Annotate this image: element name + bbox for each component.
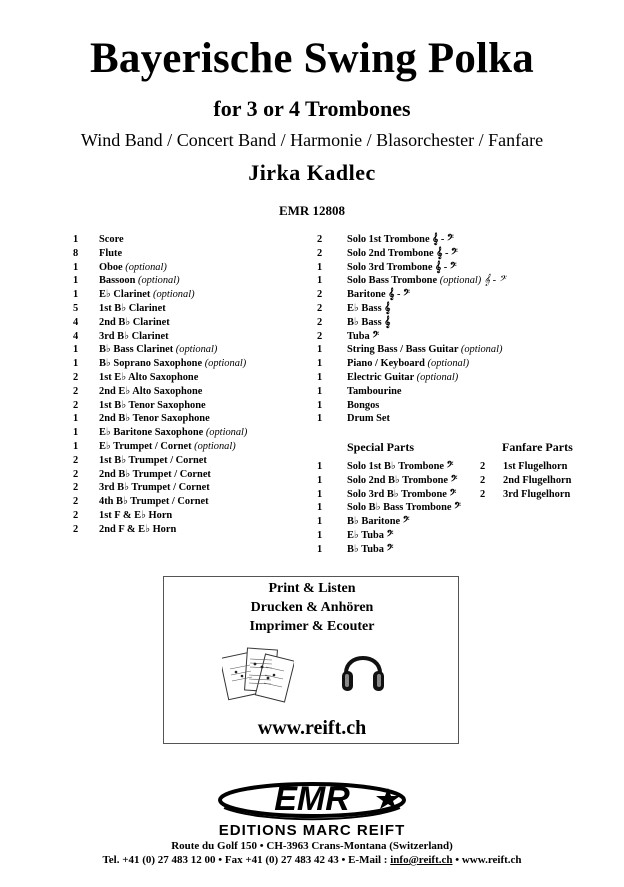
part-label: Baritone 𝄞 - 𝄢 xyxy=(347,289,410,301)
part-row xyxy=(317,412,537,426)
part-quantity: 1 xyxy=(317,516,323,528)
part-label: 3rd B♭ Clarinet xyxy=(99,330,169,342)
part-quantity: 2 xyxy=(73,496,79,508)
part-row xyxy=(480,460,620,474)
part-label: 1st F & E♭ Horn xyxy=(99,509,173,521)
part-quantity: 1 xyxy=(317,399,323,411)
part-label: Piano / Keyboard xyxy=(347,358,425,370)
part-row xyxy=(480,474,620,488)
part-label: 2nd E♭ Alto Saxophone xyxy=(99,385,203,397)
part-label: E♭ Tuba 𝄢 xyxy=(347,529,394,541)
part-name xyxy=(347,357,469,371)
part-quantity: 1 xyxy=(73,358,79,370)
part-label: 3rd B♭ Trumpet / Cornet xyxy=(99,482,210,494)
part-label: 1st E♭ Alto Saxophone xyxy=(99,371,199,383)
part-label: B♭ Soprano Saxophone xyxy=(99,358,203,370)
part-label: Solo 3rd B♭ Trombone 𝄢 xyxy=(347,488,457,500)
part-name xyxy=(99,274,180,288)
part-row xyxy=(73,302,313,316)
part-note: (optional) xyxy=(460,344,503,356)
part-row xyxy=(73,440,313,454)
part-label: Bongos xyxy=(347,399,380,411)
email-link[interactable]: info@reift.ch xyxy=(390,854,453,866)
part-label: B♭ Tuba 𝄢 xyxy=(347,543,394,555)
part-quantity: 1 xyxy=(73,413,79,425)
part-name xyxy=(99,495,209,509)
part-row xyxy=(317,261,537,275)
part-quantity: 1 xyxy=(317,261,323,273)
part-label: Solo 1st Trombone 𝄞 - 𝄢 xyxy=(347,234,454,245)
parts-list-main xyxy=(73,233,313,537)
part-name xyxy=(99,302,166,316)
part-name xyxy=(99,399,206,413)
part-row xyxy=(317,385,537,399)
part-row xyxy=(73,233,313,247)
part-label: Solo 2nd Trombone 𝄞 - 𝄢 xyxy=(347,247,458,259)
part-label: Tuba 𝄢 xyxy=(347,330,380,342)
part-quantity: 4 xyxy=(73,330,79,342)
part-row xyxy=(73,371,313,385)
part-quantity: 1 xyxy=(317,413,323,425)
part-name xyxy=(99,509,172,523)
part-row xyxy=(73,343,313,357)
part-name xyxy=(347,247,458,261)
piece-title: Bayerische Swing Polka xyxy=(90,35,534,82)
composer-name: Jirka Kadlec xyxy=(248,160,376,185)
part-name xyxy=(503,474,571,488)
contact-phone-fax: Tel. +41 (0) 27 483 12 00 • Fax +41 (0) 27 483 42 43 • E-Mail : xyxy=(102,854,391,866)
part-note: (optional) xyxy=(175,344,218,356)
part-quantity: 2 xyxy=(317,302,323,314)
part-name xyxy=(99,481,210,495)
part-name xyxy=(347,330,379,344)
part-quantity: 5 xyxy=(73,302,79,314)
part-quantity: 2 xyxy=(73,385,79,397)
part-label: 1st B♭ Trumpet / Cornet xyxy=(99,454,207,466)
part-row xyxy=(317,247,537,261)
part-label: B♭ Baritone 𝄢 xyxy=(347,516,410,528)
part-quantity: 2 xyxy=(480,488,486,500)
part-name xyxy=(347,515,409,529)
part-note: (optional) xyxy=(194,440,236,452)
part-row xyxy=(73,399,313,413)
part-quantity: 1 xyxy=(317,461,323,472)
part-name xyxy=(99,385,202,399)
part-note: (optional) xyxy=(125,261,167,273)
part-quantity: 1 xyxy=(317,543,323,555)
part-row xyxy=(317,288,537,302)
part-note: (optional) xyxy=(205,427,248,439)
part-row xyxy=(73,261,313,275)
part-label: Electric Guitar xyxy=(347,371,415,383)
part-quantity: 2 xyxy=(317,234,323,245)
part-row xyxy=(73,274,313,288)
part-quantity: 2 xyxy=(317,316,323,328)
part-label: E♭ Bass 𝄞 xyxy=(347,302,391,314)
part-label: 1st Flugelhorn xyxy=(503,461,568,472)
part-row xyxy=(317,330,537,344)
part-row xyxy=(317,316,537,330)
part-name xyxy=(347,529,393,543)
part-quantity: 1 xyxy=(73,275,79,287)
part-quantity: 2 xyxy=(73,523,79,535)
part-name xyxy=(99,343,217,357)
part-name xyxy=(347,261,457,275)
part-quantity: 2 xyxy=(73,371,79,383)
part-name xyxy=(347,274,505,288)
part-name xyxy=(99,261,167,275)
part-quantity: 8 xyxy=(73,247,79,259)
part-name xyxy=(99,371,198,385)
part-quantity: 1 xyxy=(317,529,323,541)
part-row xyxy=(73,426,313,440)
part-label: B♭ Bass Clarinet xyxy=(99,344,174,356)
publisher-address: Route du Golf 150 • CH-3963 Crans-Montana (Switzerland) xyxy=(171,840,453,852)
print-listen-en: Print & Listen xyxy=(268,581,356,596)
part-label: 2nd F & E♭ Horn xyxy=(99,523,177,535)
part-quantity: 2 xyxy=(317,330,323,342)
part-label: B♭ Bass 𝄞 xyxy=(347,316,391,328)
headphones-icon xyxy=(340,643,386,695)
part-quantity: 2 xyxy=(73,509,79,521)
part-name xyxy=(99,468,211,482)
part-note: (optional) xyxy=(427,358,470,370)
part-quantity: 1 xyxy=(317,502,323,514)
part-row xyxy=(317,233,537,247)
part-name xyxy=(503,488,570,502)
part-quantity: 2 xyxy=(480,461,486,472)
part-quantity: 1 xyxy=(317,344,323,356)
part-quantity: 1 xyxy=(317,474,323,486)
part-label: Solo 3rd Trombone 𝄞 - 𝄢 xyxy=(347,261,457,273)
emr-logo-text: EMR xyxy=(274,780,350,818)
part-row xyxy=(73,288,313,302)
part-quantity: 1 xyxy=(73,427,79,439)
part-label: Solo B♭ Bass Trombone 𝄢 xyxy=(347,502,461,514)
part-quantity: 2 xyxy=(73,468,79,480)
fanfare-parts-heading: Fanfare Parts xyxy=(502,440,573,454)
part-row xyxy=(317,501,517,515)
part-row xyxy=(73,509,313,523)
part-name xyxy=(347,399,379,413)
part-name xyxy=(99,357,246,371)
part-label: Bassoon xyxy=(99,275,136,287)
part-row xyxy=(73,316,313,330)
part-quantity: 2 xyxy=(317,289,323,301)
parts-list-brass-rhythm xyxy=(317,233,537,426)
part-name xyxy=(99,233,124,247)
part-name xyxy=(347,343,502,357)
part-quantity: 2 xyxy=(73,482,79,494)
part-label: Drum Set xyxy=(347,413,390,425)
fanfare-parts-list xyxy=(480,460,620,501)
part-label: Oboe xyxy=(99,261,123,273)
part-quantity: 2 xyxy=(73,399,79,411)
part-quantity: 1 xyxy=(317,371,323,383)
part-name xyxy=(347,288,410,302)
part-name xyxy=(347,385,401,399)
part-row xyxy=(73,454,313,468)
part-label: Tambourine xyxy=(347,385,402,397)
part-name xyxy=(99,426,247,440)
part-row xyxy=(73,481,313,495)
part-label: 2nd B♭ Clarinet xyxy=(99,316,170,328)
sheet-music-icon xyxy=(222,645,294,705)
part-row xyxy=(73,247,313,261)
part-quantity: 1 xyxy=(73,261,79,273)
part-label: 2nd B♭ Trumpet / Cornet xyxy=(99,468,211,480)
part-row xyxy=(317,274,537,288)
part-name xyxy=(99,330,169,344)
part-quantity: 1 xyxy=(73,344,79,356)
part-row xyxy=(73,357,313,371)
part-name xyxy=(347,501,461,515)
part-note: (optional) xyxy=(152,289,195,301)
part-label: 2nd B♭ Tenor Saxophone xyxy=(99,413,210,425)
part-row xyxy=(73,495,313,509)
part-row xyxy=(73,330,313,344)
part-row xyxy=(317,343,537,357)
part-quantity: 1 xyxy=(317,385,323,397)
part-label: 2nd Flugelhorn xyxy=(503,474,572,486)
part-row xyxy=(317,357,537,371)
part-quantity: 1 xyxy=(73,289,79,301)
part-label: Solo Bass Trombone xyxy=(347,275,438,287)
part-row xyxy=(73,468,313,482)
part-label: Flute xyxy=(99,247,123,259)
instrumentation-subtitle: for 3 or 4 Trombones xyxy=(213,96,411,121)
part-label: 1st B♭ Clarinet xyxy=(99,302,166,314)
band-types: Wind Band / Concert Band / Harmonie / Blasorchester / Fanfare xyxy=(80,130,544,150)
part-name xyxy=(347,460,453,474)
part-name xyxy=(99,316,170,330)
part-label: E♭ Trumpet / Cornet xyxy=(99,440,192,452)
part-row xyxy=(317,543,517,557)
part-label: E♭ Clarinet xyxy=(99,289,151,301)
part-label: 4th B♭ Trumpet / Cornet xyxy=(99,496,209,508)
part-name xyxy=(347,488,456,502)
part-name xyxy=(99,288,195,302)
publisher-name: EDITIONS MARC REIFT xyxy=(218,822,406,839)
part-row xyxy=(73,412,313,426)
print-listen-box[interactable] xyxy=(163,576,459,744)
part-name xyxy=(347,302,390,316)
special-parts-heading: Special Parts xyxy=(347,440,414,454)
part-row xyxy=(480,488,620,502)
part-quantity: 2 xyxy=(480,474,486,486)
part-row xyxy=(317,515,517,529)
contact-web: • www.reift.ch xyxy=(452,854,522,866)
part-quantity: 2 xyxy=(317,247,323,259)
part-row xyxy=(317,529,517,543)
part-quantity: 1 xyxy=(317,488,323,500)
part-row xyxy=(73,523,313,537)
part-quantity: 4 xyxy=(73,316,79,328)
part-row xyxy=(317,302,537,316)
part-name xyxy=(99,523,176,537)
website-link[interactable]: www.reift.ch xyxy=(257,717,367,739)
part-name xyxy=(347,412,390,426)
catalog-number: EMR 12808 xyxy=(278,203,346,218)
part-name xyxy=(99,440,236,454)
part-label: Solo 1st B♭ Trombone 𝄢 xyxy=(347,461,454,472)
part-name xyxy=(503,460,567,474)
publisher-contact xyxy=(0,854,624,866)
part-note: (optional) xyxy=(138,275,180,287)
part-note: (optional) 𝄞 - 𝄢 xyxy=(439,275,506,287)
part-quantity: 2 xyxy=(73,454,79,466)
part-quantity: 1 xyxy=(317,358,323,370)
part-row xyxy=(317,371,537,385)
part-label: Solo 2nd B♭ Trombone 𝄢 xyxy=(347,474,458,486)
part-name xyxy=(99,454,207,468)
part-name xyxy=(347,474,457,488)
part-label: 1st B♭ Tenor Saxophone xyxy=(99,399,206,411)
part-quantity: 1 xyxy=(73,234,79,245)
part-row xyxy=(317,399,537,413)
part-name xyxy=(99,247,122,261)
part-label: String Bass / Bass Guitar xyxy=(347,344,459,356)
part-name xyxy=(347,371,458,385)
part-label: Score xyxy=(99,234,124,245)
part-label: E♭ Baritone Saxophone xyxy=(99,427,204,439)
part-name xyxy=(347,316,390,330)
part-note: (optional) xyxy=(204,358,247,370)
print-listen-fr: Imprimer & Ecouter xyxy=(249,619,375,634)
print-listen-de: Drucken & Anhören xyxy=(250,600,374,615)
part-note: (optional) xyxy=(416,371,459,383)
part-label: 3rd Flugelhorn xyxy=(503,488,571,500)
part-quantity: 1 xyxy=(73,440,79,452)
part-quantity: 1 xyxy=(317,275,323,287)
part-name xyxy=(347,233,454,247)
part-row xyxy=(73,385,313,399)
part-name xyxy=(347,543,393,557)
part-name xyxy=(99,412,210,426)
